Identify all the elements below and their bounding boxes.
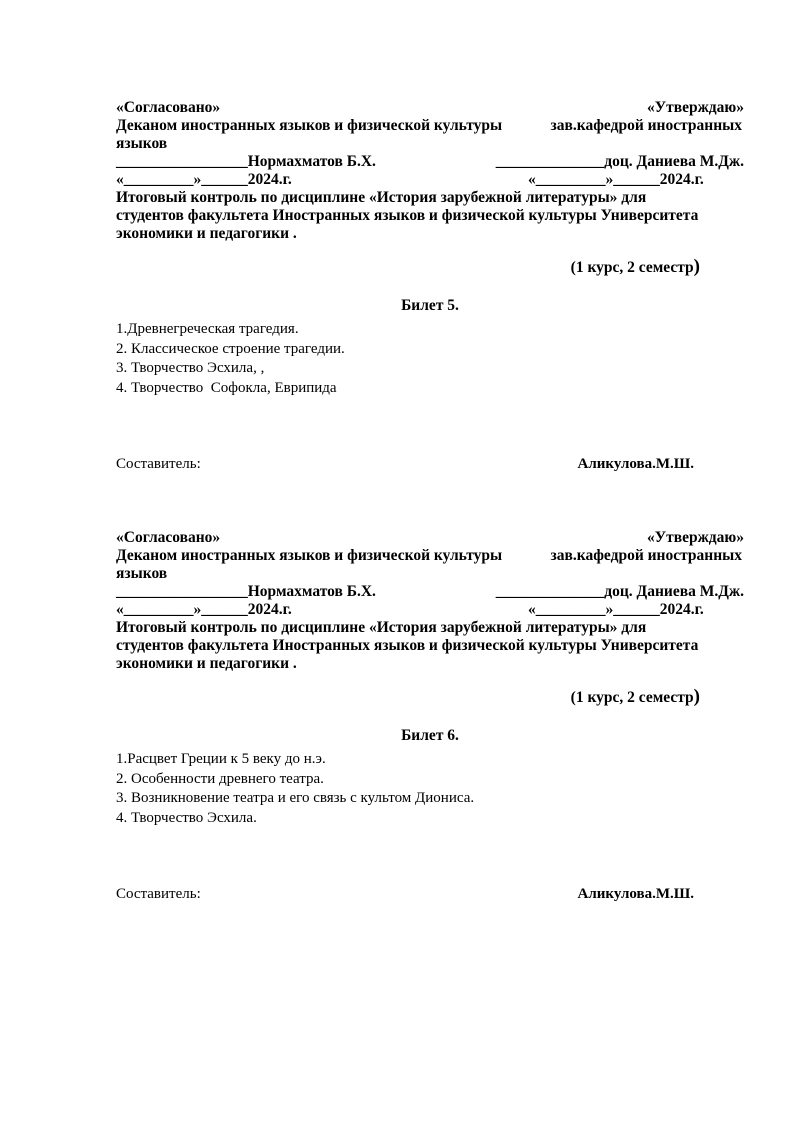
date-right: «_________»______2024.г. <box>528 171 704 188</box>
exam-title <box>116 619 744 673</box>
question-list <box>116 320 744 398</box>
date-left: «_________»______2024.г. <box>116 601 292 618</box>
ticket-block <box>116 529 744 903</box>
question-item: 2. Особенности древнего театра. <box>116 770 324 787</box>
title-line: Итоговый контроль по дисциплине «История зарубежной литературы» для <box>116 619 647 636</box>
question-item: 4. Творчество Софокла, Еврипида <box>116 379 337 396</box>
title-line: экономики и педагогики . <box>116 225 297 242</box>
signature-line <box>116 583 744 601</box>
course-paren: ) <box>693 686 700 707</box>
question-item: 3. Возникновение театра и его связь с культом Диониса. <box>116 790 475 806</box>
course-text: (1 курс, 2 семестр <box>570 689 694 706</box>
composer-name: Аликулова.М.Ш. <box>577 456 694 472</box>
ticket-block <box>116 99 744 473</box>
dean-line <box>116 117 744 135</box>
dean-wrap: языков <box>116 565 168 582</box>
sign-left: _________________Нормахматов Б.Х. <box>116 583 376 600</box>
dean-right: зав.кафедрой иностранных <box>550 117 742 134</box>
question-item: 1.Расцвет Греции к 5 веку до н.э. <box>116 751 326 767</box>
question-list <box>116 750 744 828</box>
question-item: 2. Классическое строение трагедии. <box>116 340 345 357</box>
dean-line <box>116 547 744 565</box>
title-line: экономики и педагогики . <box>116 655 297 672</box>
sign-left: _________________Нормахматов Б.Х. <box>116 153 376 170</box>
exam-title <box>116 189 744 243</box>
sign-right: ______________доц. Даниева М.Дж. <box>495 583 744 600</box>
dean-left: Деканом иностранных языков и физической культуры <box>116 547 503 564</box>
composer-label: Составитель: <box>116 456 201 472</box>
title-line: студентов факультета Иностранных языков и физической культуры Университета <box>116 207 699 224</box>
date-line <box>116 601 744 619</box>
approved-left: «Согласовано» <box>116 99 221 116</box>
question-item: 4. Творчество Эсхила. <box>116 809 257 826</box>
approved-right: «Утверждаю» <box>646 529 744 546</box>
dean-right: зав.кафедрой иностранных <box>550 547 742 564</box>
question-item: 3. Творчество Эсхила, , <box>116 360 265 376</box>
ticket-number: Билет 5. <box>401 297 459 314</box>
question-item: 1.Древнегреческая трагедия. <box>116 321 299 337</box>
approval-header <box>116 529 744 547</box>
date-right: «_________»______2024.г. <box>528 601 704 618</box>
approved-left: «Согласовано» <box>116 529 221 546</box>
course-semester <box>116 258 744 277</box>
signature-line <box>116 153 744 171</box>
approved-right: «Утверждаю» <box>646 99 744 116</box>
date-line <box>116 171 744 189</box>
approval-header <box>116 99 744 117</box>
composer-line <box>116 886 744 903</box>
date-left: «_________»______2024.г. <box>116 171 292 188</box>
sign-right: ______________доц. Даниева М.Дж. <box>495 153 744 170</box>
composer-label: Составитель: <box>116 886 201 902</box>
composer-line <box>116 456 744 473</box>
course-text: (1 курс, 2 семестр <box>570 259 694 276</box>
ticket-number: Билет 6. <box>401 727 459 744</box>
title-line: студентов факультета Иностранных языков и физической культуры Университета <box>116 637 699 654</box>
dean-wrap: языков <box>116 135 168 152</box>
composer-name: Аликулова.М.Ш. <box>577 886 694 902</box>
course-paren: ) <box>693 256 700 277</box>
title-line: Итоговый контроль по дисциплине «История зарубежной литературы» для <box>116 189 647 206</box>
course-semester <box>116 688 744 707</box>
dean-left: Деканом иностранных языков и физической культуры <box>116 117 503 134</box>
